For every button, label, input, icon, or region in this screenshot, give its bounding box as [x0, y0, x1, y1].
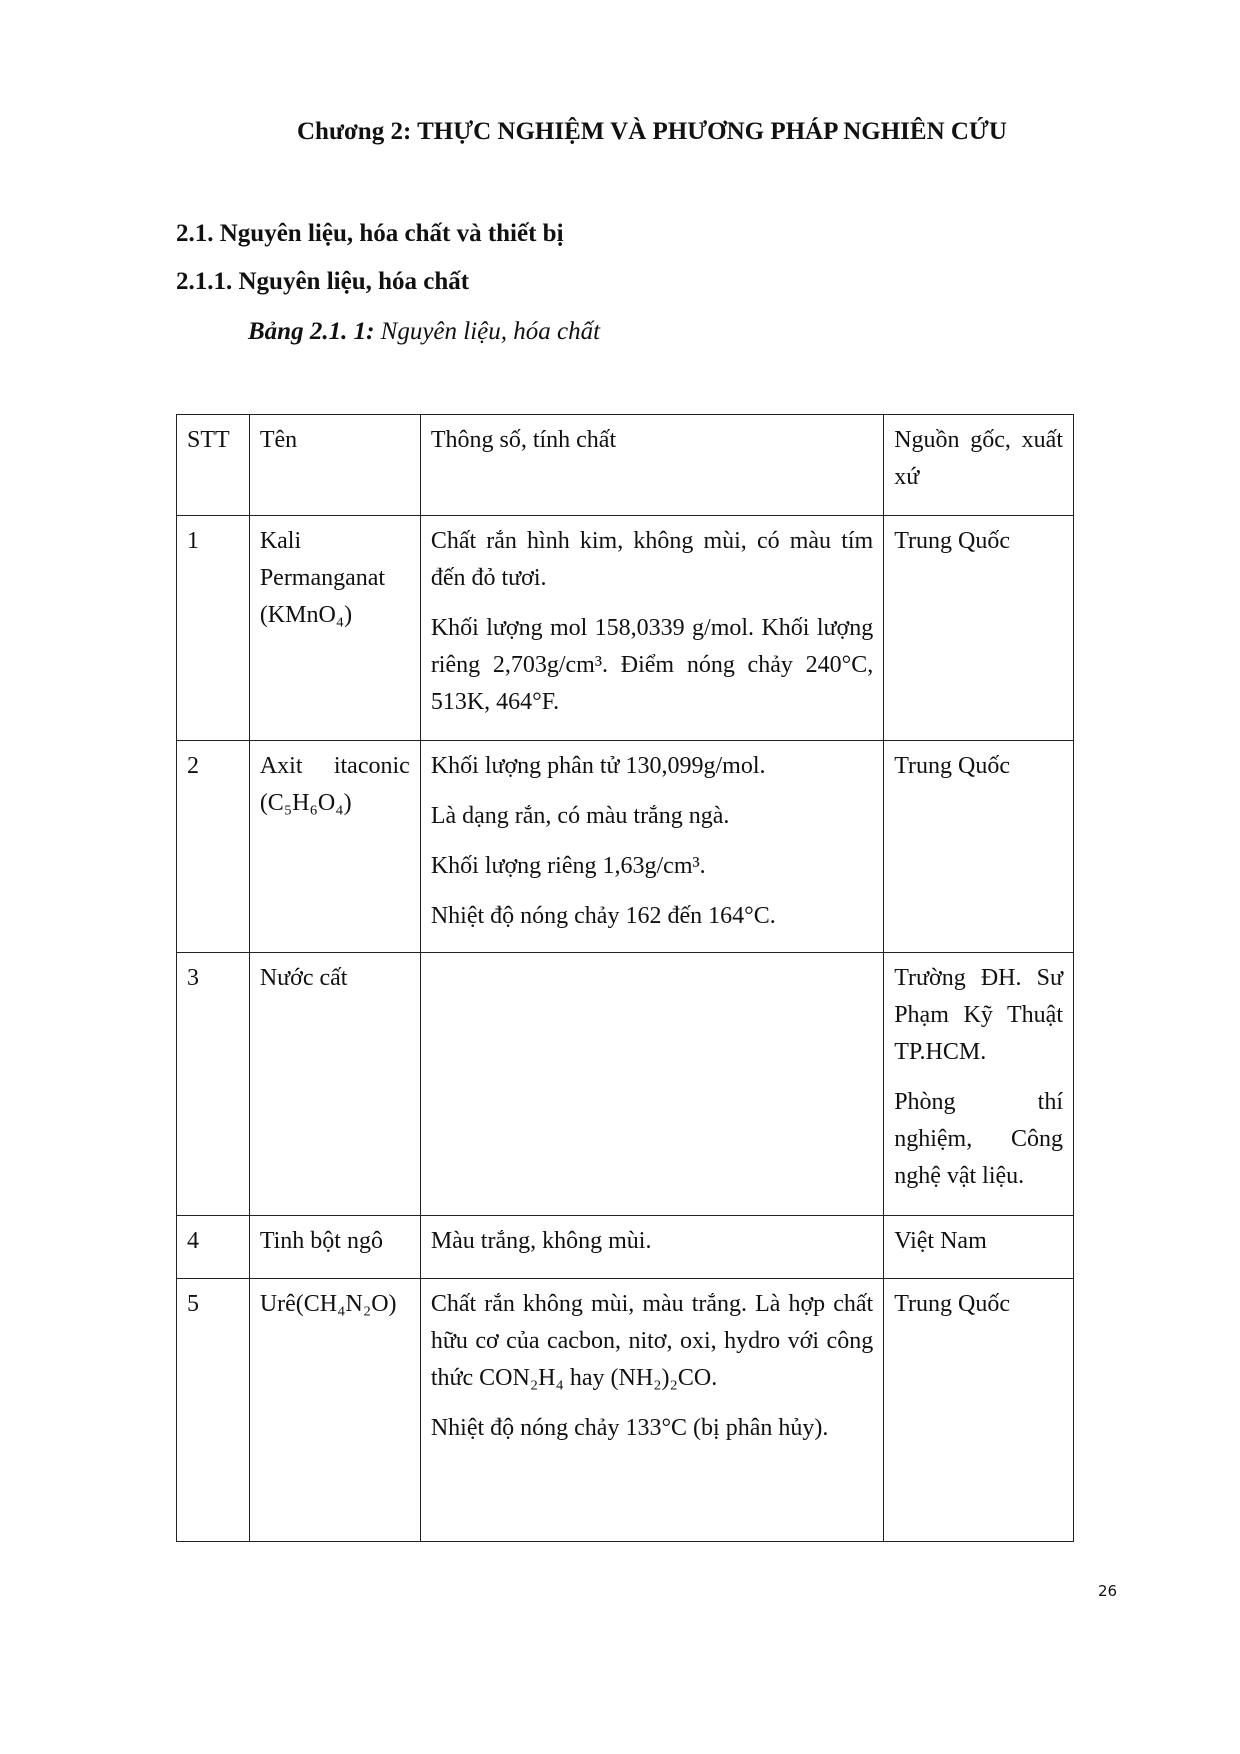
cell-ten-text: Urê(CH₄N₂O) [259, 1291, 397, 1317]
cell-ten-text: Axit itaconic (C₅H₆O₄) [259, 753, 410, 816]
cell-ten [249, 1279, 420, 1542]
cell-thong-so-paragraph: Chất rắn hình kim, không mùi, có màu tím đến đỏ tươi. [430, 528, 874, 591]
cell-thong-so-paragraph: Màu trắng, không mùi. [430, 1228, 652, 1254]
cell-nguon-goc [884, 741, 1074, 953]
table-header-row [177, 415, 1074, 516]
chapter-title: Chương 2: THỰC NGHIỆM VÀ PHƯƠNG PHÁP NGHIÊN CỨU [297, 118, 1007, 145]
cell-stt: 4 [177, 1216, 250, 1279]
cell-ten-text: Kali Permanganat (KMnO₄) [259, 528, 386, 628]
table-row [177, 741, 1074, 953]
cell-thong-so [420, 953, 883, 1216]
section-heading-2-1: 2.1. Nguyên liệu, hóa chất và thiết bị [176, 220, 564, 247]
cell-nguon-goc-text: Phòng thí nghiệm, Công nghệ vật liệu. [894, 1089, 1063, 1189]
cell-ten-text: Nước cất [259, 965, 348, 991]
cell-ten [249, 953, 420, 1216]
header-stt: STT [177, 415, 250, 516]
table-row [177, 1279, 1074, 1542]
cell-thong-so-paragraph: Nhiệt độ nóng chảy 133°C (bị phân hủy). [430, 1415, 829, 1441]
cell-thong-so [420, 516, 883, 741]
table-caption-text: Nguyên liệu, hóa chất [374, 318, 601, 345]
cell-thong-so [420, 1279, 883, 1542]
cell-nguon-goc-text: Trung Quốc [894, 753, 1010, 779]
header-thong-so: Thông số, tính chất [420, 415, 883, 516]
cell-stt: 5 [177, 1279, 250, 1542]
cell-thong-so-paragraph: Chất rắn không mùi, màu trắng. Là hợp chất hữu cơ của cacbon, nitơ, oxi, hydro với công thức CON₂H₄ hay (NH₂)₂CO. [430, 1291, 874, 1391]
cell-nguon-goc [884, 953, 1074, 1216]
cell-nguon-goc-text: Trung Quốc [894, 1291, 1010, 1317]
cell-nguon-goc-text: Việt Nam [894, 1228, 987, 1254]
section-heading-2-1-1: 2.1.1. Nguyên liệu, hóa chất [176, 268, 470, 295]
cell-stt: 3 [177, 953, 250, 1216]
header-nguon-goc [884, 415, 1074, 516]
cell-stt: 2 [177, 741, 250, 953]
cell-thong-so-paragraph: Khối lượng phân tử 130,099g/mol. [430, 753, 766, 779]
materials-table [176, 414, 1074, 1542]
cell-nguon-goc [884, 516, 1074, 741]
cell-ten-text: Tinh bột ngô [259, 1228, 383, 1254]
cell-thong-so-paragraph: Nhiệt độ nóng chảy 162 đến 164°C. [430, 903, 776, 929]
page-number: 26 [1098, 1582, 1118, 1600]
cell-thong-so-paragraph: Khối lượng mol 158,0339 g/mol. Khối lượng riêng 2,703g/cm³. Điểm nóng chảy 240°C, 513K, 464°F. [430, 615, 874, 715]
table-caption [248, 318, 600, 346]
cell-thong-so-paragraph: Là dạng rắn, có màu trắng ngà. [430, 803, 730, 829]
header-ten: Tên [249, 415, 420, 516]
table-caption-label: Bảng 2.1. 1: [248, 318, 375, 345]
cell-thong-so-paragraph: Khối lượng riêng 1,63g/cm³. [430, 853, 706, 879]
table-row [177, 516, 1074, 741]
cell-nguon-goc [884, 1216, 1074, 1279]
cell-nguon-goc-text: Trung Quốc [894, 528, 1010, 554]
cell-ten [249, 516, 420, 741]
cell-nguon-goc [884, 1279, 1074, 1542]
cell-nguon-goc-text: Trường ĐH. Sư Phạm Kỹ Thuật TP.HCM. [894, 965, 1063, 1065]
cell-ten [249, 1216, 420, 1279]
cell-thong-so [420, 741, 883, 953]
header-nguon-goc-text: Nguồn gốc, xuất xứ [894, 427, 1063, 490]
cell-stt: 1 [177, 516, 250, 741]
cell-ten [249, 741, 420, 953]
table-row [177, 1216, 1074, 1279]
cell-thong-so [420, 1216, 883, 1279]
table-row [177, 953, 1074, 1216]
